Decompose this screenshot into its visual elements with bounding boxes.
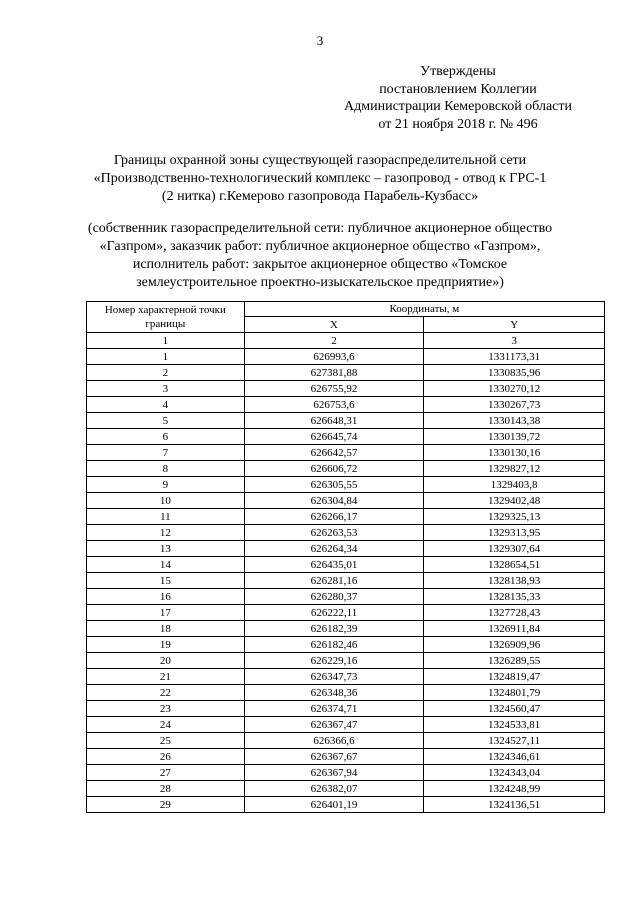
x-coordinate-cell: 626182,39 — [244, 621, 424, 637]
table-row — [87, 461, 605, 477]
table-body — [87, 349, 605, 813]
point-number-cell: 27 — [87, 765, 245, 781]
x-coordinate-cell: 626435,01 — [244, 557, 424, 573]
table-row — [87, 733, 605, 749]
x-coordinate-cell: 626182,46 — [244, 637, 424, 653]
y-coordinate-cell: 1328135,33 — [424, 589, 605, 605]
title-line: Границы охранной зоны существующей газораспределительной сети — [113, 153, 527, 168]
title-line: «Производственно-технологический комплекс – газопровод - отвод к ГРС-1 — [93, 171, 547, 186]
point-number-cell: 17 — [87, 605, 245, 621]
x-coordinate-cell: 626222,11 — [244, 605, 424, 621]
x-coordinate-cell: 626304,84 — [244, 493, 424, 509]
table-row — [87, 493, 605, 509]
point-number-cell: 6 — [87, 429, 245, 445]
point-number-cell: 2 — [87, 365, 245, 381]
table-row — [87, 637, 605, 653]
y-coordinate-cell: 1328654,51 — [424, 557, 605, 573]
table-row — [87, 765, 605, 781]
subtitle-line: «Газпром», заказчик работ: публичное акционерное общество «Газпром», — [99, 239, 541, 254]
approval-line: Администрации Кемеровской области — [344, 99, 572, 114]
table-row — [87, 781, 605, 797]
table-row — [87, 413, 605, 429]
x-coordinate-cell: 626263,53 — [244, 525, 424, 541]
y-coordinate-cell: 1324527,11 — [424, 733, 605, 749]
table-row — [87, 541, 605, 557]
header-point-number: Номер характерной точки границы — [87, 302, 245, 333]
table-row — [87, 397, 605, 413]
y-coordinate-cell: 1329325,13 — [424, 509, 605, 525]
header-x: X — [244, 317, 424, 333]
x-coordinate-cell: 627381,88 — [244, 365, 424, 381]
y-coordinate-cell: 1330143,38 — [424, 413, 605, 429]
y-coordinate-cell: 1330139,72 — [424, 429, 605, 445]
point-number-cell: 18 — [87, 621, 245, 637]
y-coordinate-cell: 1330130,16 — [424, 445, 605, 461]
table-row — [87, 381, 605, 397]
y-coordinate-cell: 1330835,96 — [424, 365, 605, 381]
point-number-cell: 21 — [87, 669, 245, 685]
table-row — [87, 429, 605, 445]
point-number-cell: 25 — [87, 733, 245, 749]
x-coordinate-cell: 626648,31 — [244, 413, 424, 429]
approval-line: постановлением Коллегии — [379, 81, 537, 97]
point-number-cell: 8 — [87, 461, 245, 477]
x-coordinate-cell: 626374,71 — [244, 701, 424, 717]
point-number-cell: 13 — [87, 541, 245, 557]
x-coordinate-cell: 626753,6 — [244, 397, 424, 413]
y-coordinate-cell: 1329827,12 — [424, 461, 605, 477]
table-row — [87, 365, 605, 381]
y-coordinate-cell: 1329307,64 — [424, 541, 605, 557]
approval-line: Утверждены — [420, 64, 496, 79]
point-number-cell: 20 — [87, 653, 245, 669]
point-number-cell: 14 — [87, 557, 245, 573]
y-coordinate-cell: 1329402,48 — [424, 493, 605, 509]
y-coordinate-cell: 1324801,79 — [424, 685, 605, 701]
x-coordinate-cell: 626266,17 — [244, 509, 424, 525]
column-number: 2 — [244, 333, 424, 349]
table-row — [87, 445, 605, 461]
table-row — [87, 349, 605, 365]
point-number-cell: 1 — [87, 349, 245, 365]
y-coordinate-cell: 1326289,55 — [424, 653, 605, 669]
point-number-cell: 15 — [87, 573, 245, 589]
point-number-cell: 7 — [87, 445, 245, 461]
table-row — [87, 573, 605, 589]
point-number-cell: 28 — [87, 781, 245, 797]
y-coordinate-cell: 1326909,96 — [424, 637, 605, 653]
table-row — [87, 621, 605, 637]
header-y: Y — [424, 317, 605, 333]
x-coordinate-cell: 626281,16 — [244, 573, 424, 589]
x-coordinate-cell: 626348,36 — [244, 685, 424, 701]
x-coordinate-cell: 626642,57 — [244, 445, 424, 461]
x-coordinate-cell: 626993,6 — [244, 349, 424, 365]
point-number-cell: 11 — [87, 509, 245, 525]
title-line: (2 нитка) г.Кемерово газопровода Парабель-Кузбасс» — [161, 189, 479, 204]
x-coordinate-cell: 626229,16 — [244, 653, 424, 669]
coordinates-table — [86, 301, 605, 813]
point-number-cell: 16 — [87, 589, 245, 605]
table-row — [87, 589, 605, 605]
y-coordinate-cell: 1328138,93 — [424, 573, 605, 589]
document-title — [60, 152, 580, 206]
y-coordinate-cell: 1324560,47 — [424, 701, 605, 717]
y-coordinate-cell: 1330267,73 — [424, 397, 605, 413]
point-number-cell: 12 — [87, 525, 245, 541]
x-coordinate-cell: 626645,74 — [244, 429, 424, 445]
x-coordinate-cell: 626305,55 — [244, 477, 424, 493]
point-number-cell: 23 — [87, 701, 245, 717]
y-coordinate-cell: 1324533,81 — [424, 717, 605, 733]
table-row — [87, 701, 605, 717]
point-number-cell: 5 — [87, 413, 245, 429]
point-number-cell: 10 — [87, 493, 245, 509]
table-row — [87, 653, 605, 669]
table-row — [87, 509, 605, 525]
x-coordinate-cell: 626382,07 — [244, 781, 424, 797]
table-row — [87, 669, 605, 685]
subtitle-line: исполнитель работ: закрытое акционерное общество «Томское — [132, 257, 508, 272]
y-coordinate-cell: 1324819,47 — [424, 669, 605, 685]
y-coordinate-cell: 1327728,43 — [424, 605, 605, 621]
point-number-cell: 26 — [87, 749, 245, 765]
table-row — [87, 605, 605, 621]
x-coordinate-cell: 626264,34 — [244, 541, 424, 557]
table-row — [87, 749, 605, 765]
x-coordinate-cell: 626280,37 — [244, 589, 424, 605]
y-coordinate-cell: 1324343,04 — [424, 765, 605, 781]
y-coordinate-cell: 1324248,99 — [424, 781, 605, 797]
column-number: 3 — [424, 333, 605, 349]
table-row — [87, 525, 605, 541]
table-row — [87, 477, 605, 493]
y-coordinate-cell: 1329403,8 — [424, 477, 605, 493]
point-number-cell: 4 — [87, 397, 245, 413]
page-number: 3 — [316, 33, 324, 48]
y-coordinate-cell: 1324346,61 — [424, 749, 605, 765]
x-coordinate-cell: 626401,19 — [244, 797, 424, 813]
x-coordinate-cell: 626606,72 — [244, 461, 424, 477]
y-coordinate-cell: 1326911,84 — [424, 621, 605, 637]
x-coordinate-cell: 626367,94 — [244, 765, 424, 781]
header-coordinates: Координаты, м — [244, 302, 604, 317]
approval-block — [328, 63, 588, 133]
table-row — [87, 717, 605, 733]
x-coordinate-cell: 626367,67 — [244, 749, 424, 765]
x-coordinate-cell: 626366,6 — [244, 733, 424, 749]
point-number-cell: 19 — [87, 637, 245, 653]
y-coordinate-cell: 1331173,31 — [424, 349, 605, 365]
x-coordinate-cell: 626367,47 — [244, 717, 424, 733]
table-row — [87, 797, 605, 813]
point-number-cell: 22 — [87, 685, 245, 701]
point-number-cell: 3 — [87, 381, 245, 397]
point-number-cell: 24 — [87, 717, 245, 733]
y-coordinate-cell: 1330270,12 — [424, 381, 605, 397]
x-coordinate-cell: 626755,92 — [244, 381, 424, 397]
table-row — [87, 685, 605, 701]
approval-line: от 21 ноября 2018 г. № 496 — [378, 116, 538, 132]
subtitle-line: (собственник газораспределительной сети: публичное акционерное общество — [87, 221, 553, 236]
x-coordinate-cell: 626347,73 — [244, 669, 424, 685]
subtitle-line: землеустроительное проектно-изыскательское предприятие») — [136, 275, 504, 290]
y-coordinate-cell: 1329313,95 — [424, 525, 605, 541]
column-number: 1 — [87, 333, 245, 349]
point-number-cell: 9 — [87, 477, 245, 493]
point-number-cell: 29 — [87, 797, 245, 813]
y-coordinate-cell: 1324136,51 — [424, 797, 605, 813]
table-row — [87, 557, 605, 573]
document-subtitle — [60, 220, 580, 292]
